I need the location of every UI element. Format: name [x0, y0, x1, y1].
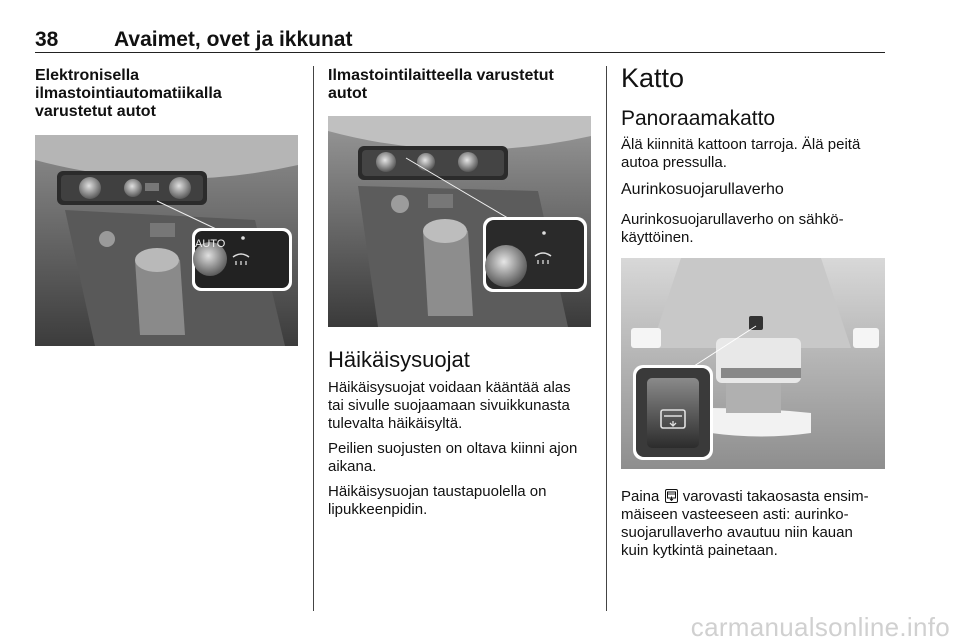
roof-paragraph-1: [621, 136, 860, 172]
text-run: varovasti takaosasta ensim-: [682, 488, 869, 505]
header-rule: [35, 52, 885, 53]
visors-title: Häikäisysuojat: [328, 347, 470, 372]
climate-auto-figure: [35, 135, 298, 346]
heading-line: varustetut autot: [35, 103, 156, 120]
auto-label: AUTO: [195, 238, 226, 250]
col1-heading: [35, 67, 222, 121]
column-divider-2: [606, 66, 607, 611]
heading-line: autot: [328, 85, 368, 102]
sunblind-paragraph-2: [621, 488, 869, 560]
heading-line: ilmastointiautomatiikalla: [35, 85, 222, 102]
text-line: mäiseen vasteeseen asti: aurinko-: [621, 506, 849, 523]
visors-paragraph-3: [328, 483, 546, 519]
text-line: autoa pressulla.: [621, 154, 727, 171]
chapter-title: Avaimet, ovet ja ikkunat: [114, 28, 353, 51]
text-line: lipukkeenpidin.: [328, 501, 428, 518]
panorama-roof-subtitle: Panoraamakatto: [621, 107, 776, 130]
text-line: Häikäisysuojan taustapuolella on: [328, 483, 547, 500]
col2-heading: [328, 67, 554, 103]
text-line: Älä kiinnitä kattoon tarroja. Älä peitä: [621, 136, 861, 153]
text-line: käyttöinen.: [621, 229, 694, 246]
text-run: Paina: [621, 488, 660, 505]
text-line: Peilien suojusten on oltava kiinni ajon: [328, 440, 578, 457]
page-number: 38: [35, 28, 59, 51]
roof-title: Katto: [621, 63, 685, 93]
text-line: suojarullaverho avautuu niin kauan: [621, 524, 853, 541]
text-line: kuin kytkintä painetaan.: [621, 542, 778, 559]
column-divider-1: [313, 66, 314, 611]
visors-paragraph-1: [328, 379, 571, 433]
text-line: tulevalta häikäisyltä.: [328, 415, 463, 432]
sunblind-heading: Aurinkosuojarullaverho: [621, 181, 784, 198]
text-line: aikana.: [328, 458, 377, 475]
air-conditioning-figure: [328, 116, 591, 327]
sunblind-switch-icon: [665, 489, 678, 503]
text-line: Häikäisysuojat voidaan kääntää alas: [328, 379, 571, 396]
sunblind-switch-figure: [621, 258, 885, 469]
visors-paragraph-2: [328, 440, 577, 476]
text-line: Aurinkosuojarullaverho on sähkö-: [621, 211, 844, 228]
text-line: [621, 488, 869, 506]
heading-line: Ilmastointilaitteella varustetut: [328, 67, 554, 84]
page-header: [35, 28, 885, 52]
sunblind-paragraph-1: [621, 211, 844, 247]
watermark: carmanualsonline.info: [690, 612, 950, 642]
heading-line: Elektronisella: [35, 67, 140, 84]
text-line: tai sivulle suojaamaan sivuikkunasta: [328, 397, 570, 414]
